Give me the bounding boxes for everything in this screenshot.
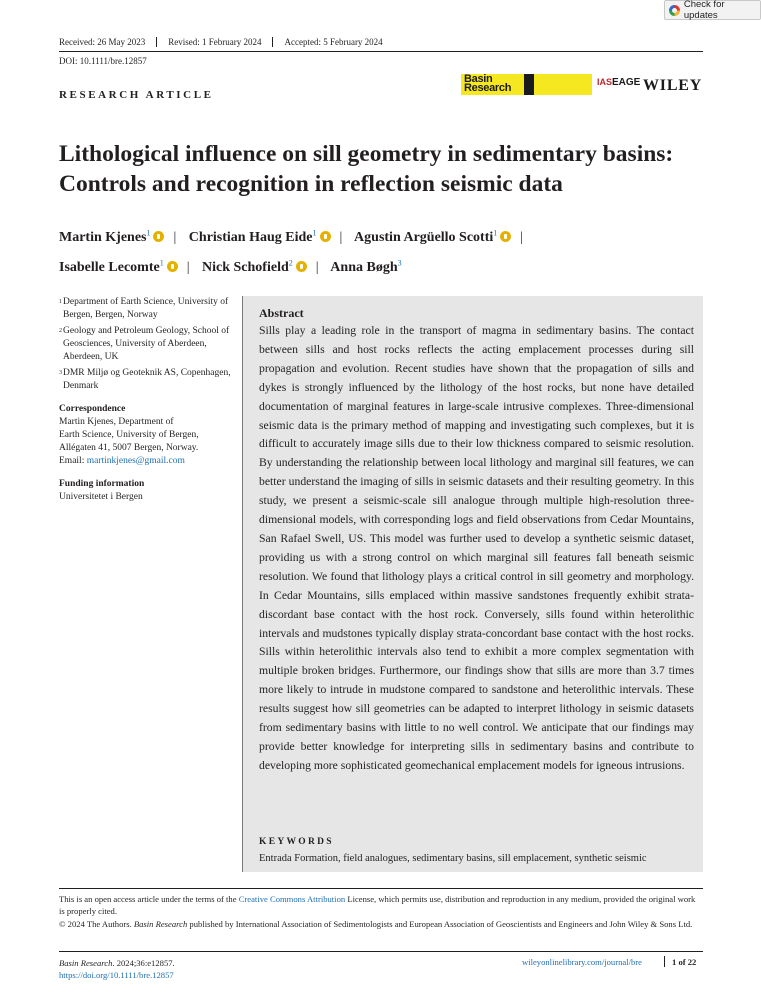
keywords-text: Entrada Formation, field analogues, sedimentary basins, sill emplacement, synthetic seismic [259, 853, 647, 864]
journal-logo-bar [524, 74, 534, 95]
page-separator [664, 956, 665, 967]
author[interactable] [354, 230, 511, 245]
affiliations [59, 296, 239, 393]
correspondence-line: Earth Science, University of Bergen, [59, 430, 199, 440]
author-list: Martin Kjenes$^1$ | Christian Haug Eide$^1$ | Agustin Argüello Scotti$^1$ | Isabelle Lecomte$^1$ | Nick Schofield$^2$ | Anna Bøgh$^3$ [59, 228, 524, 276]
author-name: Anna Bøgh [330, 260, 398, 276]
received-date: Received: 26 May 2023 [59, 37, 146, 47]
citation: . 2024;36:e12857. [112, 958, 175, 968]
article-history [59, 37, 394, 47]
abstract-heading: Abstract [259, 306, 304, 320]
wiley-logo: WILEY [643, 77, 703, 94]
footer-divider [59, 951, 703, 952]
page-number: 1 of 22 [672, 957, 697, 967]
author-name: Isabelle Lecomte [59, 260, 160, 276]
affiliation-marker[interactable]: 1 [159, 258, 164, 268]
author[interactable] [59, 260, 178, 275]
doi-link[interactable]: https://doi.org/10.1111/bre.12857 [59, 970, 174, 980]
crossmark-icon [669, 5, 680, 16]
author[interactable] [330, 260, 401, 275]
journal-name: Basin Research [59, 958, 113, 968]
affiliation-marker[interactable]: 1 [493, 228, 498, 237]
correspondence [59, 403, 239, 468]
keywords-heading: KEYWORDS [259, 837, 334, 847]
accepted-date: Accepted: 5 February 2024 [272, 37, 393, 47]
affiliation: 3 DMR Miljø og Geoteknik AS, Copenhagen, Denmark [59, 368, 231, 391]
affiliation-marker[interactable]: 1 [146, 228, 151, 237]
funding-heading: Funding information [59, 479, 145, 489]
affiliation-marker[interactable]: 1 [312, 228, 317, 237]
eage-logo: EAGE [612, 77, 641, 88]
correspondence-email-row: Email: martinkjenes@gmail.com [59, 456, 185, 466]
author[interactable] [59, 230, 164, 245]
affiliation: 1 Department of Earth Science, University of Bergen, Bergen, Norway [59, 297, 229, 320]
author-name: Agustin Argüello Scotti [354, 229, 494, 245]
doi: DOI: 10.1111/bre.12857 [59, 56, 147, 66]
license-link[interactable]: Creative Commons Attribution [238, 894, 346, 904]
affiliation-marker[interactable]: 3 [397, 258, 402, 268]
check-for-updates-button[interactable] [664, 0, 761, 20]
correspondence-line: Martin Kjenes, Department of [59, 417, 174, 427]
check-for-updates-label: Check for updates [683, 0, 725, 21]
header-divider [59, 51, 703, 52]
sidebar [59, 296, 239, 514]
ias-logo: IAS [597, 77, 613, 87]
journal-logo [461, 74, 592, 95]
correspondence-heading: Correspondence [59, 404, 126, 414]
copyright-notice: © 2024 The Authors. Basin Research published by International Association of Sedimentologists and European Association of Geoscientists and Engineers and John Wiley & Sons Ltd. [59, 919, 693, 929]
journal-site-link[interactable]: wileyonlinelibrary.com/journal/bre [522, 957, 642, 967]
abstract-text: Sills play a leading role in the transport of magma in sedimentary basins. The contact between sills and host rocks reflects the acting emplacement processes during sill propagation and evolution. Recent studies have shown that the propagation of sills and dykes is strongly influenced by the lithology of the host rocks, but none have detailed documentation of marginal features in large-scale intrusive complexes. Three-dimensional seismic data is the primary method of mapping and investigating such complexes, but it is difficult to accurately image sills due to their low thickness compared to seismic resolution. By understanding the relationship between local lithology and marginal sill features, we can better understand the imaging of sills in seismic datasets and their resulting geometry. In this study, we present a seismic-scale sill analogue through multiple high-resolution three-dimensional models, with corresponding logs and field observations from Cedar Mountains, San Rafael Swell, US. This model was further used to develop a synthetic seismic dataset, providing us with a strong control on which marginal sill features fall beneath seismic resolution. We found that lithology plays a critical control in sill geometry and morphology. In Cedar Mountains, sills emplaced within massive sandstones frequently exhibit strata-discordant base contact with the host rock. Conversely, sills found within heterolithic intervals and mudstones typically display strata-concordant base contact with the host rocks. Sills within heterolithic intervals also tend to exhibit a more complex segmentation with multiple broken bridges. Furthermore, our findings show that sills are more than 3.7 times more likely to intrude in mudstone compared to sandstone and heterolithic intervals. These results suggest how sill geometries can be adapted to interpret lithology in seismic datasets from sedimentary basins with little to no well control. We anticipate that our findings may provide better knowledge for interpreting sills in sedimentary basins and contribute to developing more sophisticated geomechanical emplacement models for igneous intrusions. [259, 324, 694, 772]
author-name: Martin Kjenes [59, 229, 147, 245]
funding-text: Universitetet i Bergen [59, 492, 143, 502]
email-link[interactable]: martinkjenes@gmail.com [86, 456, 185, 466]
orcid-icon[interactable] [320, 231, 331, 242]
orcid-icon[interactable] [296, 261, 307, 272]
revised-date: Revised: 1 February 2024 [156, 37, 272, 47]
open-access-notice: This is an open access article under the terms of the Creative Commons Attribution License, which permits use, distribution and reproduction in any medium, provided the original work is properly cited. [59, 894, 696, 916]
article-type: RESEARCH ARTICLE [59, 89, 214, 101]
orcid-icon[interactable] [153, 231, 164, 242]
citation-footer [59, 957, 175, 981]
orcid-icon[interactable] [500, 231, 511, 242]
journal-logo-line1: Basin [464, 73, 493, 85]
correspondence-line: Allégaten 41, 5007 Bergen, Norway. [59, 443, 199, 453]
article-title: Lithological influence on sill geometry in sedimentary basins: Controls and recognition in reflection seismic data [59, 141, 674, 197]
author-name: Nick Schofield [202, 260, 289, 276]
footnote-divider [59, 888, 703, 889]
author[interactable] [189, 230, 331, 245]
affiliation: 2 Geology and Petroleum Geology, School of Geosciences, University of Aberdeen, Aberdeen, UK [59, 326, 230, 362]
author-name: Christian Haug Eide [188, 229, 313, 245]
author[interactable] [202, 260, 307, 275]
journal-logo-line2: Research [464, 82, 512, 94]
funding [59, 478, 239, 504]
orcid-icon[interactable] [167, 261, 178, 272]
affiliation-marker[interactable]: 2 [288, 258, 293, 268]
